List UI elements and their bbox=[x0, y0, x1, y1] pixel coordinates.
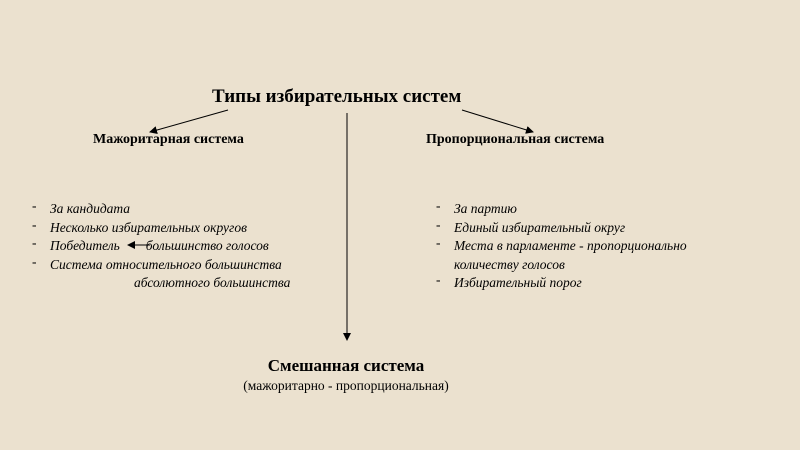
list-item-text: Несколько избирательных округов bbox=[50, 219, 247, 235]
winner-label: Победитель bbox=[50, 238, 120, 253]
list-item-text: Система относительного большинства bbox=[50, 256, 282, 272]
list-item bbox=[32, 200, 290, 219]
mixed-subtitle: (мажоритарно - пропорциональная) bbox=[243, 378, 449, 393]
list-item bbox=[32, 237, 290, 256]
list-item-text: Избирательный порог bbox=[454, 275, 582, 290]
majoritarian-list bbox=[32, 200, 290, 293]
arrow-to-majoritarian bbox=[150, 110, 228, 132]
list-item-continuation: количеству голосов bbox=[454, 256, 565, 272]
bullet-dash: - bbox=[436, 216, 441, 232]
mixed-system-block bbox=[170, 356, 522, 394]
arrow-to-proportional bbox=[462, 110, 533, 132]
bullet-dash: - bbox=[32, 235, 37, 250]
majoritarian-heading: Мажоритарная система bbox=[93, 132, 244, 147]
bullet-dash: - bbox=[436, 235, 441, 250]
bullet-dash: - bbox=[32, 253, 37, 269]
bullet-dash: - bbox=[32, 216, 37, 232]
bullet-dash: - bbox=[436, 272, 441, 287]
list-item bbox=[32, 216, 290, 238]
diagram-title: Типы избирательных систем bbox=[212, 86, 462, 107]
majority-label: большинство голосов bbox=[145, 238, 269, 253]
bullet-dash: - bbox=[436, 198, 441, 213]
list-item-continuation: абсолютного большинства bbox=[134, 275, 291, 290]
list-item bbox=[436, 274, 687, 293]
bullet-dash: - bbox=[32, 198, 37, 213]
list-item bbox=[32, 253, 291, 293]
list-item-text: Места в парламенте - пропорционально bbox=[454, 238, 687, 253]
list-item bbox=[436, 200, 687, 219]
proportional-heading: Пропорциональная система bbox=[426, 132, 605, 147]
proportional-list bbox=[436, 200, 687, 293]
list-item bbox=[436, 216, 687, 238]
list-item-text: Единый избирательный округ bbox=[454, 219, 626, 235]
list-item-text: За кандидата bbox=[50, 201, 131, 216]
list-item-text: За партию bbox=[454, 201, 517, 216]
mixed-heading: Смешанная система bbox=[267, 356, 425, 375]
list-item bbox=[436, 237, 687, 274]
